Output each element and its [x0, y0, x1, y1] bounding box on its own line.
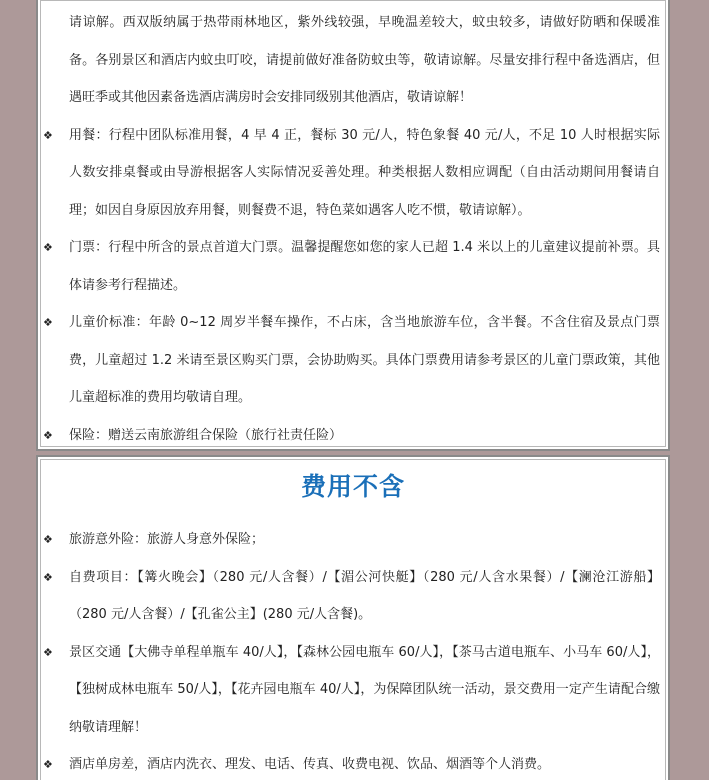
diamond-bullet-icon: ❖: [43, 316, 53, 329]
item-text: 门票：行程中所含的景点首道大门票。温馨提醒您如您的家人已超 1.4 米以上的儿童建议提前补票。具体请参考行程描述。: [69, 240, 660, 293]
list-item: [38, 4, 668, 117]
item-text: 自费项目：【篝火晚会】（280 元/人含餐）/【湄公河快艇】（280 元/人含水果餐）/【澜沧江游船】（280 元/人含餐）/【孔雀公主】(280 元/人含餐)。: [69, 569, 660, 622]
list-item: [38, 417, 668, 455]
list-item: [38, 746, 668, 780]
list-item: [38, 229, 668, 304]
fee-excluded-panel: [36, 455, 670, 780]
diamond-bullet-icon: ❖: [43, 570, 53, 584]
section-title: 费用不含: [300, 472, 405, 501]
item-text: 酒店单房差，酒店内洗衣、理发、电话、传真、收费电视、饮品、烟酒等个人消费。: [69, 757, 551, 772]
diamond-bullet-icon: ❖: [43, 128, 53, 142]
fee-included-panel: [36, 0, 670, 451]
item-text: 用餐：行程中团队标准用餐，4 早 4 正，餐标 30 元/人，特色象餐 40 元/人，不足 10 人时根据实际人数安排桌餐或由导游根据客人实际情况妥善处理。种类根据人数相应调配（自由活动期间用餐请自理；如因自身原因放弃用餐，则餐费不退，特色菜如遇客人吃不惯，敬请谅解）。: [69, 127, 660, 218]
diamond-bullet-icon: ❖: [43, 758, 53, 771]
item-text: 请谅解。西双版纳属于热带雨林地区，紫外线较强，早晚温差较大，蚊虫较多，请做好防晒和保暖准备。各别景区和酒店内蚊虫叮咬，请提前做好准备防蚊虫等，敬请谅解。尽量安排行程中备选酒店，但遇旺季或其他因素备选酒店满房时会安排同级别其他酒店，敬请谅解！: [69, 15, 660, 105]
list-item: [38, 521, 668, 559]
item-text: 儿童价标准：年龄 0~12 周岁半餐车操作，不占床，含当地旅游车位，含半餐。不含住宿及景点门票费，儿童超过 1.2 米请至景区购买门票，会协助购买。具体门票费用请参考景区的儿童门票政策，其他儿童超标准的费用均敬请自理。: [69, 315, 660, 405]
list-item: [38, 634, 668, 747]
fee-excluded-list: [38, 521, 668, 780]
item-text: 景区交通【大佛寺单程单瓶车 40/人】，【森林公园电瓶车 60/人】，【茶马古道电瓶车、小马车 60/人】，【独树成林电瓶车 50/人】，【花卉园电瓶车 40/人】，为保障团队统一活动，景交费用一定产生请配合缴纳敬请理解！: [69, 644, 660, 735]
list-item: [38, 304, 668, 417]
list-item: [38, 559, 668, 634]
diamond-bullet-icon: ❖: [43, 645, 53, 659]
fee-included-list: [38, 4, 668, 454]
diamond-bullet-icon: ❖: [43, 533, 53, 546]
item-text: 旅游意外险：旅游人身意外保险；: [69, 532, 265, 547]
list-item: [38, 117, 668, 230]
diamond-bullet-icon: ❖: [43, 428, 53, 442]
diamond-bullet-icon: ❖: [43, 241, 53, 254]
item-text: 保险：赠送云南旅游组合保险（旅行社责任险）: [69, 427, 343, 443]
